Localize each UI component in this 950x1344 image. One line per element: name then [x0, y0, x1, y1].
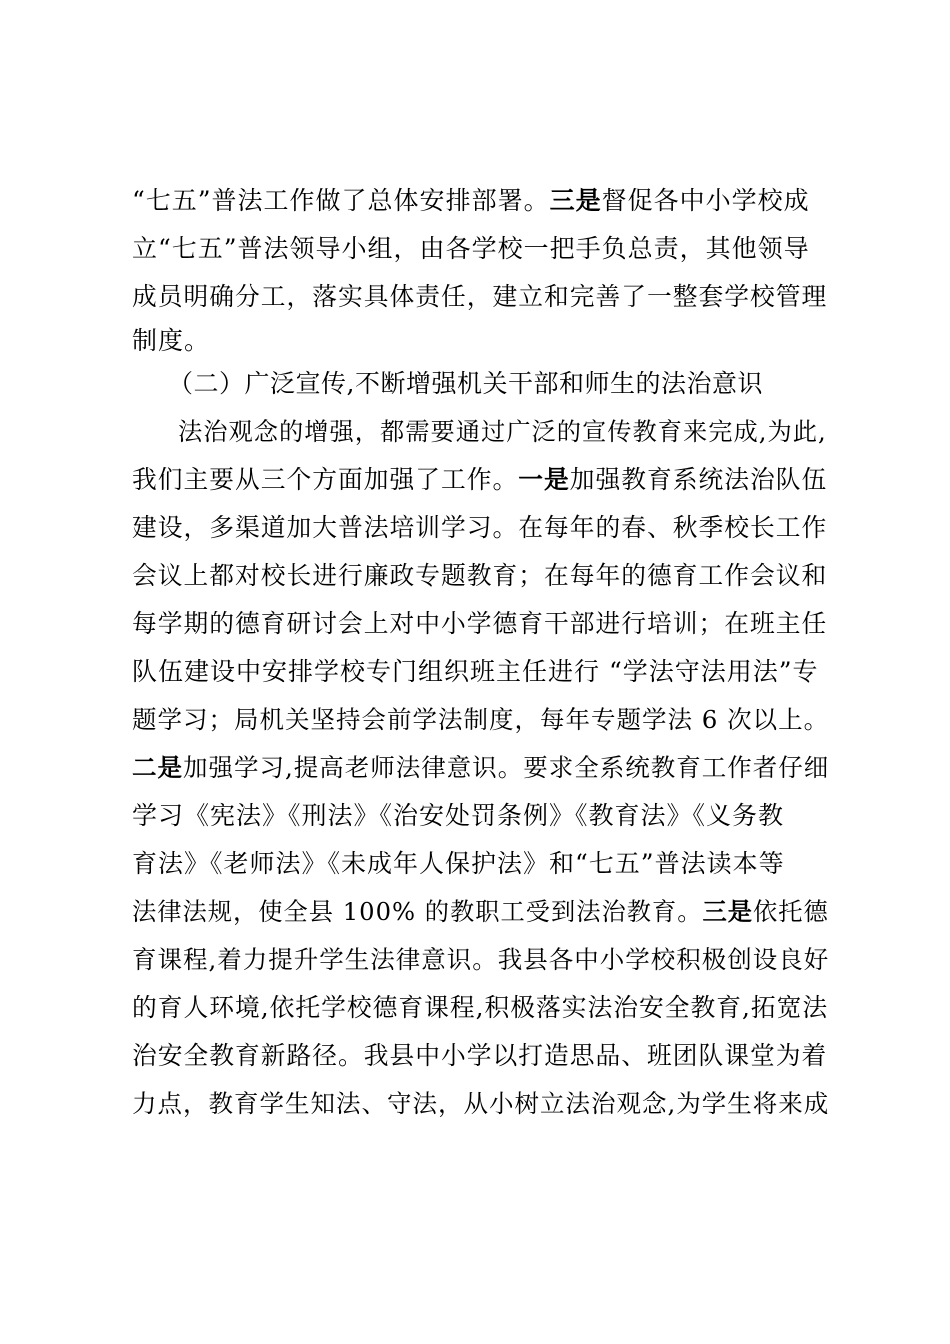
- paragraph-line: [132, 465, 827, 495]
- paragraph-line: 学习《宪法》《刑法》《治安处罚条例》《教育法》《义务教: [132, 801, 785, 830]
- text-run: “七五”普法工作做了总体安排部署。: [132, 186, 550, 215]
- text-run: 法律法规，使全县 100% 的教职工受到法治教育。: [132, 897, 703, 926]
- paragraph-line: 法治观念的增强，都需要通过广泛的宣传教育来完成,为此,: [178, 417, 827, 446]
- paragraph-line: 队伍建设中安排学校专门组织班主任进行 “学法守法用法”专: [132, 657, 819, 686]
- paragraph-line: 立“七五”普法领导小组，由各学校一把手负总责，其他领导: [132, 234, 810, 263]
- text-run: 加强学习,提高老师法律意识。要求全系统教育工作者仔细: [183, 753, 830, 782]
- paragraph-line: 建设，多渠道加大普法培训学习。在每年的春、秋季校长工作: [132, 513, 828, 542]
- paragraph-line: [132, 753, 829, 783]
- bold-marker: 一是: [518, 465, 570, 494]
- text-run: 加强教育系统法治队伍: [569, 465, 828, 494]
- paragraph-line: 每学期的德育研讨会上对中小学德育干部进行培训；在班主任: [132, 609, 828, 638]
- paragraph-line: 会议上都对校长进行廉政专题教育；在每年的德育工作会议和: [132, 561, 828, 590]
- paragraph-line: [132, 186, 810, 216]
- bold-marker: 二是: [132, 753, 183, 782]
- bold-marker: 三是: [549, 186, 602, 215]
- bold-marker: 三是: [702, 897, 754, 926]
- paragraph-line: [132, 897, 829, 927]
- paragraph-line: 育法》《老师法》《未成年人保护法》和“七五”普法读本等: [132, 849, 785, 878]
- paragraph-line: 题学习；局机关坚持会前学法制度，每年专题学法 6 次以上。: [132, 705, 830, 734]
- paragraph-line: 育课程,着力提升学生法律意识。我县各中小学校积极创设良好: [132, 945, 830, 974]
- paragraph-line: 制度。: [132, 326, 211, 355]
- paragraph-line: 力点，教育学生知法、守法，从小树立法治观念,为学生将来成: [132, 1089, 830, 1118]
- section-heading: （二）广泛宣传,不断增强机关干部和师生的法治意识: [168, 369, 763, 398]
- text-run: 督促各中小学校成: [601, 186, 810, 215]
- paragraph-line: 的育人环境,依托学校德育课程,积极落实法治安全教育,拓宽法: [132, 993, 829, 1022]
- paragraph-line: 治安全教育新路径。我县中小学以打造思品、班团队课堂为着: [132, 1041, 828, 1070]
- text-run: 我们主要从三个方面加强了工作。: [132, 465, 519, 494]
- text-run: 依托德: [753, 897, 829, 926]
- paragraph-line: 成员明确分工，落实具体责任，建立和完善了一整套学校管理: [132, 282, 828, 311]
